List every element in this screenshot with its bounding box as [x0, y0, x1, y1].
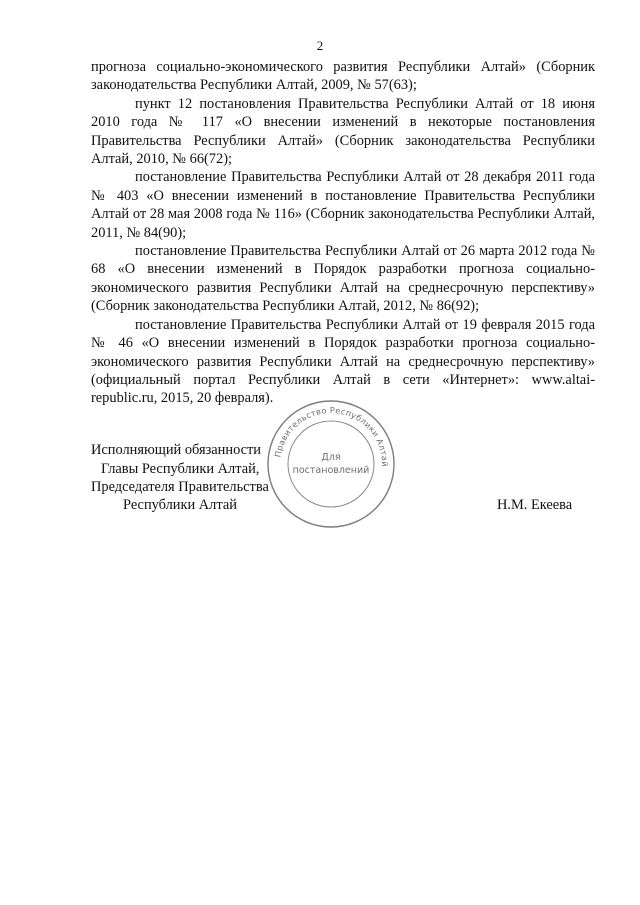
- stamp-ring-text: Правительство Республики Алтай: [272, 404, 391, 467]
- stamp-center-line-2: постановлений: [292, 465, 370, 476]
- paragraph-1: прогноза социально-экономического развития Республики Алтай» (Сборник законодательства Республики Алтай, 2009, № 57(63);: [91, 59, 595, 94]
- official-stamp: [265, 398, 397, 530]
- paragraph-2: пункт 12 постановления Правительства Республики Алтай от 18 июня 2010 года № 117 «О внесении изменений в некоторые постановления Правительства Республики Алтай» (Сборник законодательства Республики Алтай, 2010, № 66(72);: [91, 95, 595, 168]
- signature-title-line-3: Председателя Правительства: [91, 479, 269, 495]
- signature-title-line-1: Исполняющий обязанности: [91, 442, 262, 458]
- paragraph-4: постановление Правительства Республики Алтай от 26 марта 2012 года № 68 «О внесении изменений в Порядок разработки прогноза социально-экономического развития Республики Алтай на среднесрочную перспективу» (Сборник законодательства Республики Алтай, 2012, № 86(92);: [91, 243, 595, 315]
- document-body: [91, 58, 595, 408]
- signature-title-line-2: Главы Республики Алтай,: [101, 461, 260, 477]
- stamp-center-line-1: Для: [321, 452, 341, 463]
- stamp-outer-ring: [268, 401, 394, 527]
- paragraph-3: постановление Правительства Республики Алтай от 28 декабря 2011 года № 403 «О внесении изменений в постановление Правительства Республики Алтай от 28 мая 2008 года № 116» (Сборник законодательства Республики Алтай, 2011, № 84(90);: [91, 169, 595, 241]
- signer-name: Н.М. Екеева: [497, 497, 573, 513]
- signature-title-line-4: Республики Алтай: [123, 497, 237, 513]
- paragraph-5: постановление Правительства Республики Алтай от 19 февраля 2015 года № 46 «О внесении изменений в Порядок разработки прогноза социально-экономического развития Республики Алтай на среднесрочную перспективу» (официальный портал Республики Алтай в сети «Интернет»: www.altai-republic.ru, 2015, 20 февраля).: [91, 316, 595, 407]
- page-number: 2: [316, 38, 324, 53]
